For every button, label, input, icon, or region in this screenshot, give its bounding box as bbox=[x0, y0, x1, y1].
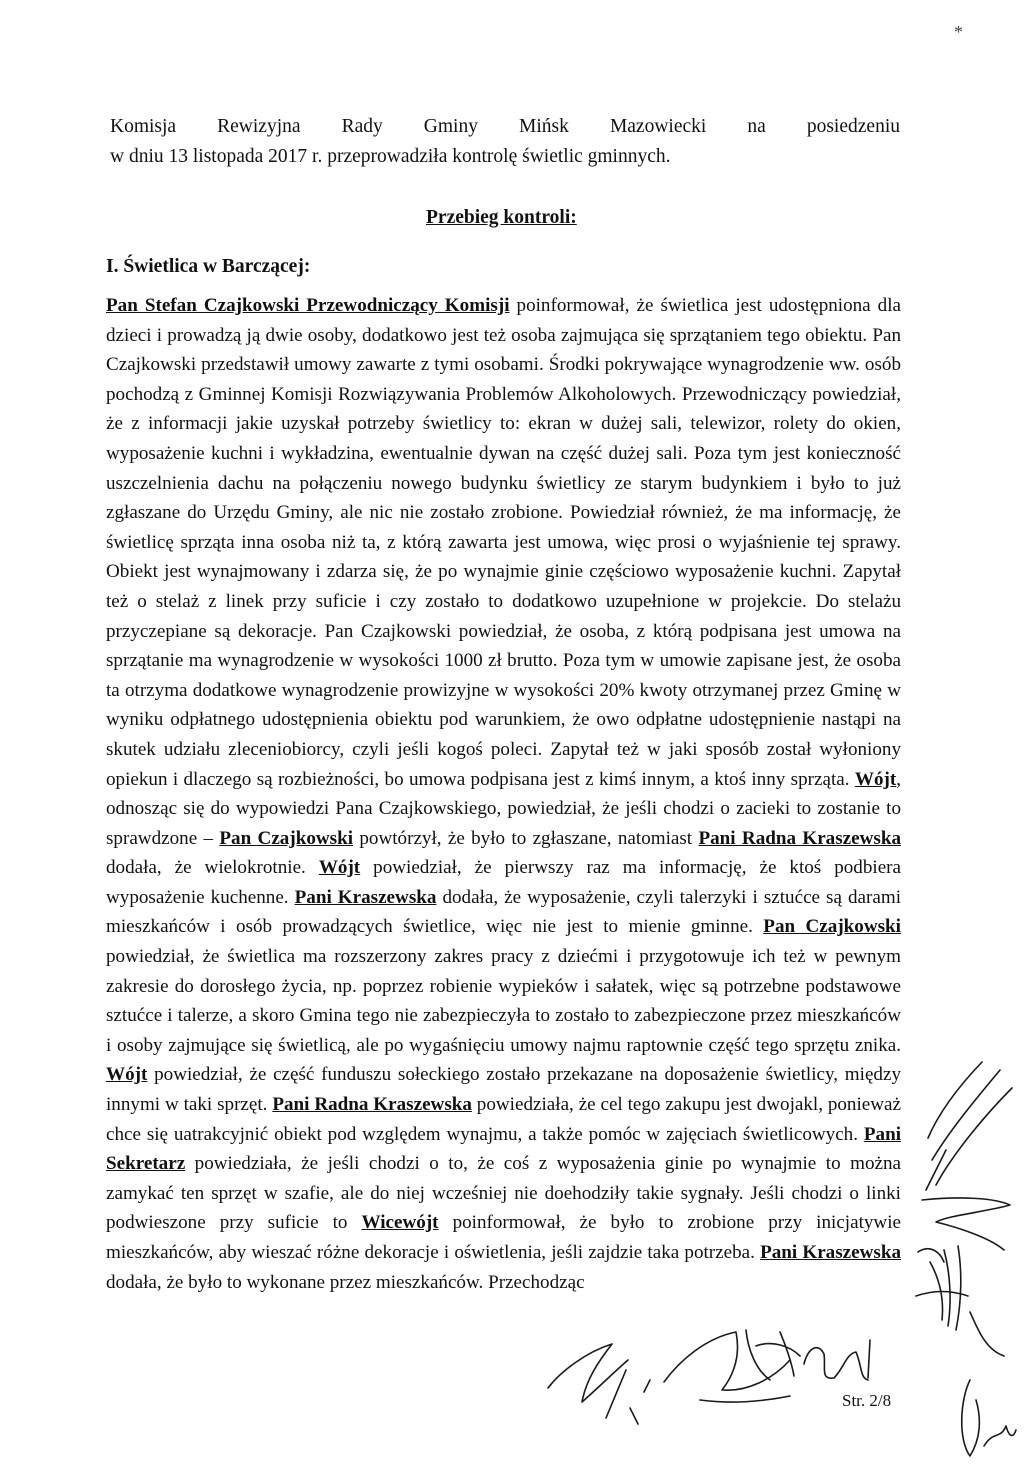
body-text-segment: dodała, że było to wykonane przez mieszkańców. Przechodząc bbox=[106, 1271, 585, 1293]
section-heading: Przebieg kontroli: bbox=[426, 207, 577, 228]
subsection-title: I. Świetlica w Barczącej: bbox=[106, 256, 311, 277]
speaker-name: Wójt bbox=[106, 1064, 148, 1086]
speaker-name: Wicewójt bbox=[361, 1212, 439, 1234]
speaker-name: Pan Czajkowski bbox=[763, 916, 901, 938]
margin-signature-3 bbox=[916, 1246, 1004, 1356]
intro-paragraph bbox=[110, 112, 900, 172]
speaker-name: Pani Radna Kraszewska bbox=[698, 827, 901, 849]
speaker-name: Pani Sekretarz bbox=[106, 1123, 901, 1175]
margin-signature-1 bbox=[926, 1062, 1012, 1190]
body-text-segment: powiedziała, że cel tego zakupu jest dwojakl, ponieważ chce się uatrakcyjnić obiekt pod względem wynajmu, a także pomóc w zajęciach świetlicowych. bbox=[106, 1094, 901, 1145]
bottom-signature-2 bbox=[664, 1332, 790, 1402]
intro-line-1: Komisja Rewizyjna Rady Gminy Mińsk Mazowiecki na posiedzeniu bbox=[110, 116, 900, 137]
body-text-segment: poinformował, że świetlica jest udostępniona dla dzieci i prowadzą ją dwie osoby, dodatkowo jest też osoba zajmująca się sprzątaniem tego obiektu. Pan Czajkowski przedstawił umowy zawarte z tymi osobami. Środki pokrywające wynagrodzenie ww. osób pochodzą z Gminnej Komisji Rozwiązywania Problemów Alkoholowych. Przewodniczący powiedział, że z informacji jakie uzyskał potrzeby świetlicy to: ekran w dużej sali, telewizor, rolety do okien, wyposażenie kuchni i wykładzina, ewentualnie dywan na część dużej sali. Poza tym jest konieczność uszczelnienia dachu na połączeniu nowego budynku świetlicy ze starym budynkiem i było to już zgłaszane do Urzędu Gminy, ale nic nie zostało zrobione. Powiedział również, że ma informację, że świetlicę sprząta inna osoba niż ta, z którą zawarta jest umowa, więc prosi o wyjaśnienie tej sprawy. Obiekt jest wynajmowany i zdarza się, że po wynajmie ginie częściowo wyposażenie kuchni. Zapytał też o stelaż z linek przy suficie i czy zostało to dodatkowo uzupełnione w projekcie. Do stelażu przyczepiane są dekoracje. Pan Czajkowski powiedział, że osoba, z którą podpisana jest umowa na sprzątanie ma wynagrodzenie w wysokości 1000 zł brutto. Poza tym w umowie zapisane jest, że osoba ta otrzyma dodatkowe wynagrodzenie prowizyjne w wysokości 20% kwoty otrzymanej przez Gminę w wyniku odpłatnego udostępnienia obiektu pod warunkiem, że owo odpłatne udostępnienie nastąpi na skutek udziału zleceniobiorcy, czyli jeśli kogoś poleci. Zapytał też w jaki sposób został wyłoniony opiekun i dlaczego są rozbieżności, bo umowa podpisana jest z kimś innym, a ktoś inny sprząta. bbox=[106, 295, 901, 790]
margin-signature-4 bbox=[962, 1380, 1016, 1456]
handwritten-underline bbox=[918, 1249, 944, 1262]
body-paragraph bbox=[106, 291, 901, 1297]
body-text-segment: dodała, że wyposażenie, czyli talerzyki i sztućce są darami mieszkańców i osób prowadzących świetlice, więc nie jest to mienie gminne. bbox=[106, 886, 902, 938]
speaker-name: Pan Czajkowski bbox=[219, 827, 354, 849]
speaker-name: Pani Radna Kraszewska bbox=[272, 1094, 472, 1116]
bottom-signature-1 bbox=[548, 1344, 650, 1424]
speaker-name: Wójt bbox=[318, 857, 361, 879]
speaker-name: Pani Kraszewska bbox=[760, 1242, 901, 1263]
body-text-segment: powiedziała, że jeśli chodzi o to, że coś z wyposażenia ginie po wynajmie to można zamykać ten sprzęt w szafie, ale do niej wcześniej nie doehodziły takie sygnały. Jeśli chodzi o linki podwieszone przy suficie to bbox=[106, 1153, 901, 1234]
margin-signature-2 bbox=[922, 1198, 1010, 1250]
body-text-segment: powiedział, że pierwszy raz ma informację, że ktoś podbiera wyposażenie kuchenne. bbox=[106, 857, 902, 908]
bottom-signature-4 bbox=[804, 1340, 870, 1380]
body-text-segment: powiedział, że część funduszu sołeckiego zostało przekazane na doposażenie świetlicy, między innymi w taki sprzęt. bbox=[106, 1064, 901, 1116]
corner-mark: * bbox=[954, 22, 963, 42]
bottom-signature-3 bbox=[746, 1330, 800, 1380]
body-text-segment: powiedział, że świetlica ma rozszerzony zakres pracy z dziećmi i przygotowuje ich też w pewnym zakresie do dorosłego życia, np. poprzez robienie wypieków i sałatek, więc są potrzebne podstawowe sztućce i talerze, a skoro Gmina tego nie zabezpieczyła to zostało to zabezpieczone przez mieszkańców i osoby zajmujące się świetlicą, ale po wygaśnięciu umowy najmu raptownie część tego sprzętu znika. bbox=[106, 946, 901, 1056]
body-text-segment: , odnosząc się do wypowiedzi Pana Czajkowskiego, powiedział, że jeśli chodzi o zacieki to zostanie to sprawdzone – bbox=[106, 768, 901, 849]
body-text-segment: poinformował, że było to zrobione przy inicjatywie mieszkańców, aby wieszać różne dekoracje i oświetlenia, jeśli zajdzie taka potrzeba. bbox=[106, 1212, 902, 1263]
intro-line-2: w dniu 13 listopada 2017 r. przeprowadziła kontrolę świetlic gminnych. bbox=[110, 146, 671, 167]
page-number: Str. 2/8 bbox=[842, 1391, 892, 1410]
body-text-segment: dodała, że wielokrotnie. bbox=[106, 857, 319, 879]
speaker-name: Pan Stefan Czajkowski Przewodniczący Komisji bbox=[106, 295, 510, 316]
body-text-segment: powtórzył, że było to zgłaszane, natomiast bbox=[353, 827, 699, 849]
speaker-name: Wójt bbox=[854, 768, 897, 790]
speaker-name: Pani Kraszewska bbox=[294, 886, 437, 908]
